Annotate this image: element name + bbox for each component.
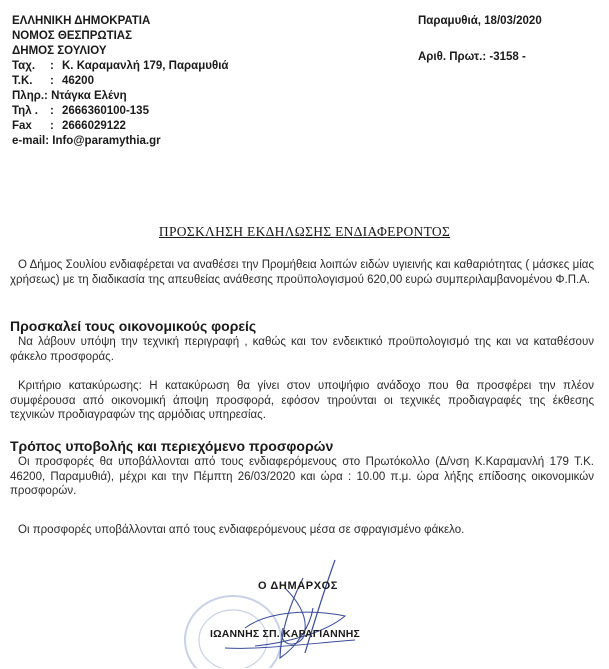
contact-address: Ταχ. : Κ. Καραμανλή 179, Παραμυθιά — [12, 60, 229, 72]
contact-phone: Τηλ . : 2666360100-135 — [12, 105, 149, 117]
section-submission-text: Οι προσφορές θα υποβάλλονται από τους ενδιαφερόμενους στο Πρωτόκολλο (Δ/νση Κ.Καραμανλή 179 Τ.Κ. 46200, Παραμυθιά), μέχρι και την Πέμπτη 26/03/2020 και ώρα : 10.00 π.μ. ώρα λήξης επίδοσης οικονομικών προσφορών. — [10, 456, 594, 497]
handwritten-signature — [185, 558, 385, 666]
contact-fax: Fax : 2666029122 — [12, 120, 126, 132]
org-municipality: ΔΗΜΟΣ ΣΟΥΛΙΟΥ — [12, 45, 107, 57]
contact-person: Πληρ.: Ντάγκα Ελένη — [12, 90, 127, 102]
sender-block — [12, 14, 228, 149]
signatory-title: Ο ΔΗΜΑΡΧΟΣ — [258, 580, 338, 592]
date-protocol-block — [418, 14, 542, 65]
org-prefecture: ΝΟΜΟΣ ΘΕΣΠΡΩΤΙΑΣ — [12, 30, 133, 42]
section-submission-heading: Τρόπος υποβολής και περιεχόμενο προσφορών — [10, 438, 334, 454]
sealed-envelope-note: Οι προσφορές υποβάλλονται από τους ενδιαφερόμενους μέσα σε σφραγισμένο φάκελο. — [18, 524, 465, 536]
org-country: ΕΛΛΗΝΙΚΗ ΔΗΜΟΚΡΑΤΙΑ — [12, 15, 151, 27]
signatory-name: ΙΩΑΝΝΗΣ ΣΠ. ΚΑΡΑΓΙΑΝΝΗΣ — [210, 628, 361, 640]
contact-postcode: Τ.Κ. : 46200 — [12, 75, 94, 87]
award-criterion-paragraph: Κριτήριο κατακύρωσης: Η κατακύρωση θα γίνει στον υποψήφιο ανάδοχο που θα προσφέρει την πλέον συμφέρουσα από οικονομική άποψη προσφορά, εφόσον τηρούνται οι τεχνικές προδιαγραφές της έκθεσης τεχνικών προδιαγραφών της αρμόδιας υπηρεσίας. — [10, 380, 594, 421]
section-invite-text: Να λάβουν υπόψη την τεχνική περιγραφή , καθώς και τον ενδεικτικό προϋπολογισμό της και να καταθέσουν φάκελο προσφοράς. — [10, 336, 594, 363]
place-date: Παραμυθιά, 18/03/2020 — [418, 15, 542, 27]
intro-paragraph: Ο Δήμος Σουλίου ενδιαφέρεται να αναθέσει την Προμήθεια λοιπών ειδών υγιεινής και καθαριότητας ( μάσκες μίας χρήσεως) με τη διαδικασία της απευθείας ανάθεσης προϋπολογισμού 620,00 ευρώ συμπεριλαμβανομένου Φ.Π.Α. — [10, 259, 594, 286]
document-title: ΠΡΟΣΚΛΗΣΗ ΕΚΔΗΛΩΣΗΣ ΕΝΔΙΑΦΕΡΟΝΤΟΣ — [158, 224, 451, 239]
section-invite-heading: Προσκαλεί τους οικονομικούς φορείς — [10, 318, 257, 334]
protocol-number: Αριθ. Πρωτ.: -3158 - — [418, 51, 526, 63]
contact-email: e-mail: Info@paramythia.gr — [12, 135, 161, 147]
